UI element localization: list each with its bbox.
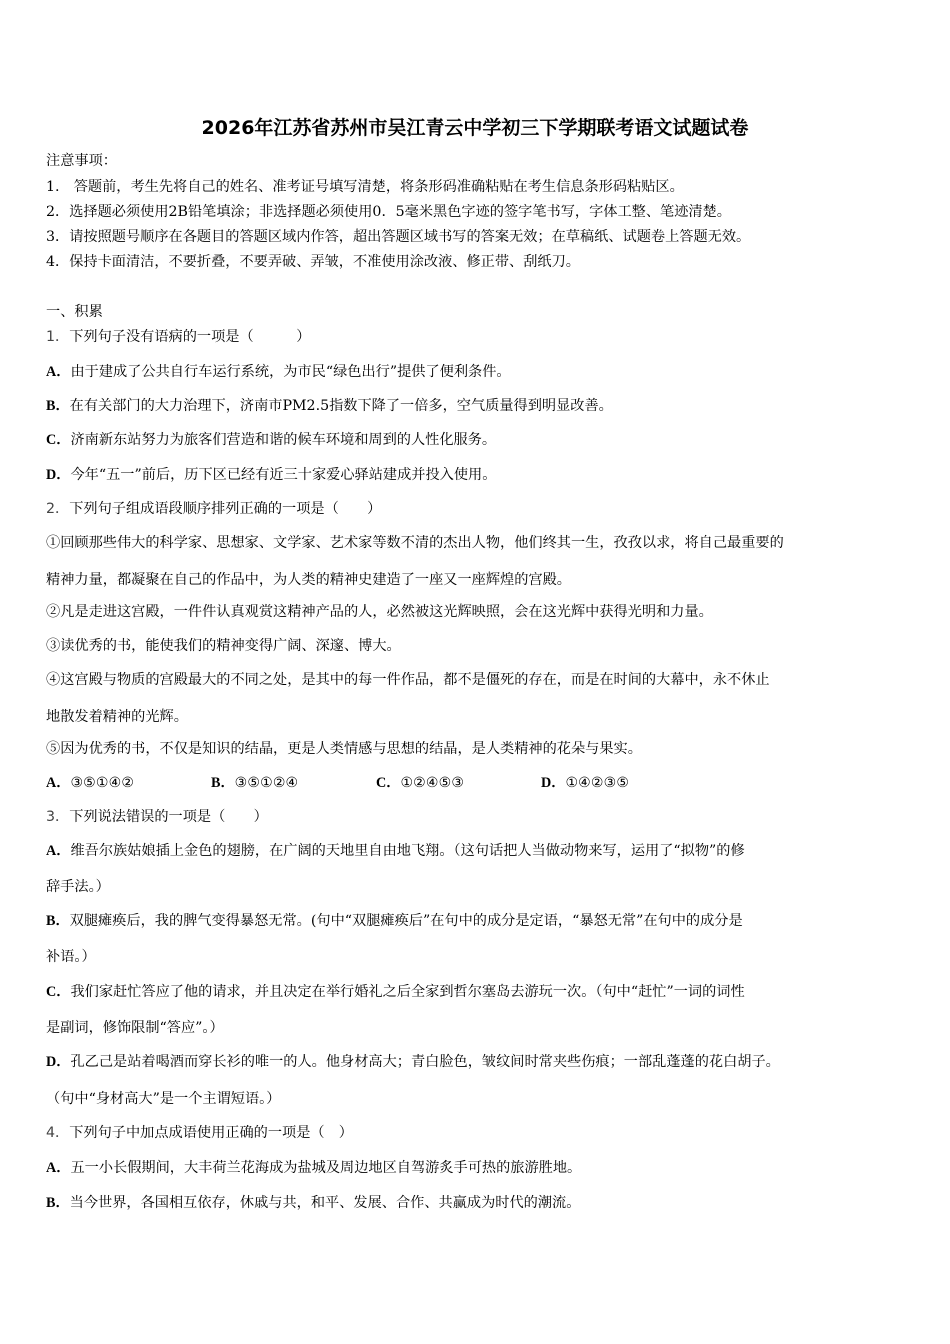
q3-option-c-cont: 是副词，修饰限制“答应”。） bbox=[46, 1020, 224, 1036]
q1-option-a bbox=[46, 363, 511, 381]
q2-sentence-3: ③读优秀的书，能使我们的精神变得广阔、深邃、博大。 bbox=[46, 638, 401, 654]
q3-option-c bbox=[46, 983, 745, 1001]
option-label: A． bbox=[46, 843, 71, 859]
q1-option-b bbox=[46, 397, 613, 415]
option-label: B． bbox=[46, 1195, 70, 1211]
q2-sentence-1-cont: 精神力量，都凝聚在自己的作品中，为人类的精神史建造了一座又一座辉煌的宫殿。 bbox=[46, 572, 571, 588]
option-label: B． bbox=[46, 398, 70, 414]
q1-option-d bbox=[46, 466, 496, 484]
option-label: D． bbox=[46, 467, 71, 483]
option-text: 当今世界，各国相互依存，休戚与共，和平、发展、合作、共赢成为时代的潮流。 bbox=[69, 1195, 581, 1211]
notice-item-4: 4．保持卡面清洁，不要折叠，不要弄破、弄皱，不准使用涂改液、修正带、刮纸刀。 bbox=[46, 254, 580, 270]
question-3-stem bbox=[46, 808, 268, 826]
option-text: 维吾尔族姑娘插上金色的翅膀，在广阔的天地里自由地飞翔。（这句话把人当做动物来写，运用了“拟物”的修 bbox=[70, 843, 745, 859]
option-text: ①②④⑤③ bbox=[400, 775, 465, 791]
option-label: A． bbox=[46, 1160, 71, 1176]
q3-option-a-cont: 辞手法。） bbox=[46, 879, 110, 895]
notice-item-3: 3．请按照题号顺序在各题目的答题区域内作答，超出答题区域书写的答案无效；在草稿纸、试题卷上答题无效。 bbox=[46, 229, 751, 245]
option-text: 五一小长假期间，大丰荷兰花海成为盐城及周边地区自驾游炙手可热的旅游胜地。 bbox=[70, 1160, 582, 1176]
q2-option-b bbox=[211, 774, 376, 792]
q3-option-a bbox=[46, 842, 745, 860]
option-text: 孔乙己是站着喝酒而穿长衫的唯一的人。他身材高大；青白脸色，皱纹间时常夹些伤痕；一部乱蓬蓬的花白胡子。 bbox=[70, 1054, 780, 1070]
q3-option-b-cont: 补语。） bbox=[46, 949, 96, 965]
question-number: 4． bbox=[46, 1125, 70, 1141]
option-label: C． bbox=[46, 432, 71, 448]
option-label: A． bbox=[46, 775, 71, 791]
option-text: ③⑤①②④ bbox=[234, 775, 299, 791]
option-label: A． bbox=[46, 364, 71, 380]
q2-sentence-4-cont: 地散发着精神的光辉。 bbox=[46, 709, 188, 725]
q2-sentence-2: ②凡是走进这宫殿，一件件认真观赏这精神产品的人，必然被这光辉映照，会在这光辉中获得光明和力量。 bbox=[46, 604, 713, 620]
option-text: 济南新东站努力为旅客们营造和谐的候车环境和周到的人性化服务。 bbox=[70, 432, 497, 448]
q2-sentence-5: ⑤因为优秀的书，不仅是知识的结晶，更是人类情感与思想的结晶，是人类精神的花朵与果实。 bbox=[46, 741, 642, 757]
page-title: 2026年江苏省苏州市吴江青云中学初三下学期联考语文试题试卷 bbox=[201, 117, 749, 139]
q1-option-c bbox=[46, 431, 496, 449]
option-text: ③⑤①④② bbox=[70, 775, 135, 791]
question-number: 3． bbox=[46, 809, 70, 825]
q4-option-b bbox=[46, 1194, 580, 1212]
q2-option-d bbox=[541, 774, 629, 792]
section-heading: 一、积累 bbox=[46, 304, 103, 320]
option-text: ①④②③⑤ bbox=[565, 775, 630, 791]
option-label: C． bbox=[46, 984, 71, 1000]
question-number: 1． bbox=[46, 329, 70, 345]
q2-option-a bbox=[46, 774, 211, 792]
question-text: 下列说法错误的一项是（ ） bbox=[69, 809, 268, 825]
q3-option-d bbox=[46, 1053, 780, 1071]
option-text: 今年“五一”前后，历下区已经有近三十家爱心驿站建成并投入使用。 bbox=[70, 467, 497, 483]
notice-heading: 注意事项： bbox=[46, 153, 117, 169]
option-label: B． bbox=[211, 775, 235, 791]
option-text: 由于建成了公共自行车运行系统，为市民“绿色出行”提供了便利条件。 bbox=[70, 364, 511, 380]
notice-item-1: 1. 答题前，考生先将自己的姓名、准考证号填写清楚，将条形码准确粘贴在考生信息条形码粘贴区。 bbox=[46, 179, 684, 195]
question-text: 下列句子组成语段顺序排列正确的一项是（ ） bbox=[69, 501, 382, 517]
notice-item-2: 2．选择题必须使用2B铅笔填涂；非选择题必须使用0．5毫米黑色字迹的签字笔书写，字体工整、笔迹清楚。 bbox=[46, 204, 731, 220]
q2-sentence-1: ①回顾那些伟大的科学家、思想家、文学家、艺术家等数不清的杰出人物，他们终其一生，孜孜以求，将自己最重要的 bbox=[46, 535, 784, 551]
question-4-stem bbox=[46, 1124, 353, 1142]
question-number: 2． bbox=[46, 501, 70, 517]
option-label: B． bbox=[46, 913, 70, 929]
question-2-stem bbox=[46, 500, 381, 518]
q2-options bbox=[46, 774, 629, 792]
option-label: D． bbox=[46, 1054, 71, 1070]
option-label: D． bbox=[541, 775, 566, 791]
question-text: 下列句子中加点成语使用正确的一项是（ ） bbox=[69, 1125, 353, 1141]
option-text: 在有关部门的大力治理下，济南市PM2.5指数下降了一倍多，空气质量得到明显改善。 bbox=[69, 398, 613, 414]
option-text: 我们家赶忙答应了他的请求，并且决定在举行婚礼之后全家到哲尔塞岛去游玩一次。（句中“赶忙”一词的词性 bbox=[70, 984, 745, 1000]
q3-option-d-cont: （句中“身材高大”是一个主谓短语。） bbox=[46, 1091, 281, 1107]
question-1-stem bbox=[46, 328, 310, 346]
q3-option-b bbox=[46, 912, 743, 930]
option-label: C． bbox=[376, 775, 401, 791]
question-text: 下列句子没有语病的一项是（ ） bbox=[69, 329, 311, 345]
option-text: 双腿瘫痪后，我的脾气变得暴怒无常。(句中“双腿瘫痪后”在句中的成分是定语，“暴怒无常”在句中的成分是 bbox=[69, 913, 743, 929]
q2-option-c bbox=[376, 774, 541, 792]
q4-option-a bbox=[46, 1159, 581, 1177]
q2-sentence-4: ④这宫殿与物质的宫殿最大的不同之处，是其中的每一件作品，都不是僵死的存在，而是在时间的大幕中，永不休止 bbox=[46, 672, 770, 688]
